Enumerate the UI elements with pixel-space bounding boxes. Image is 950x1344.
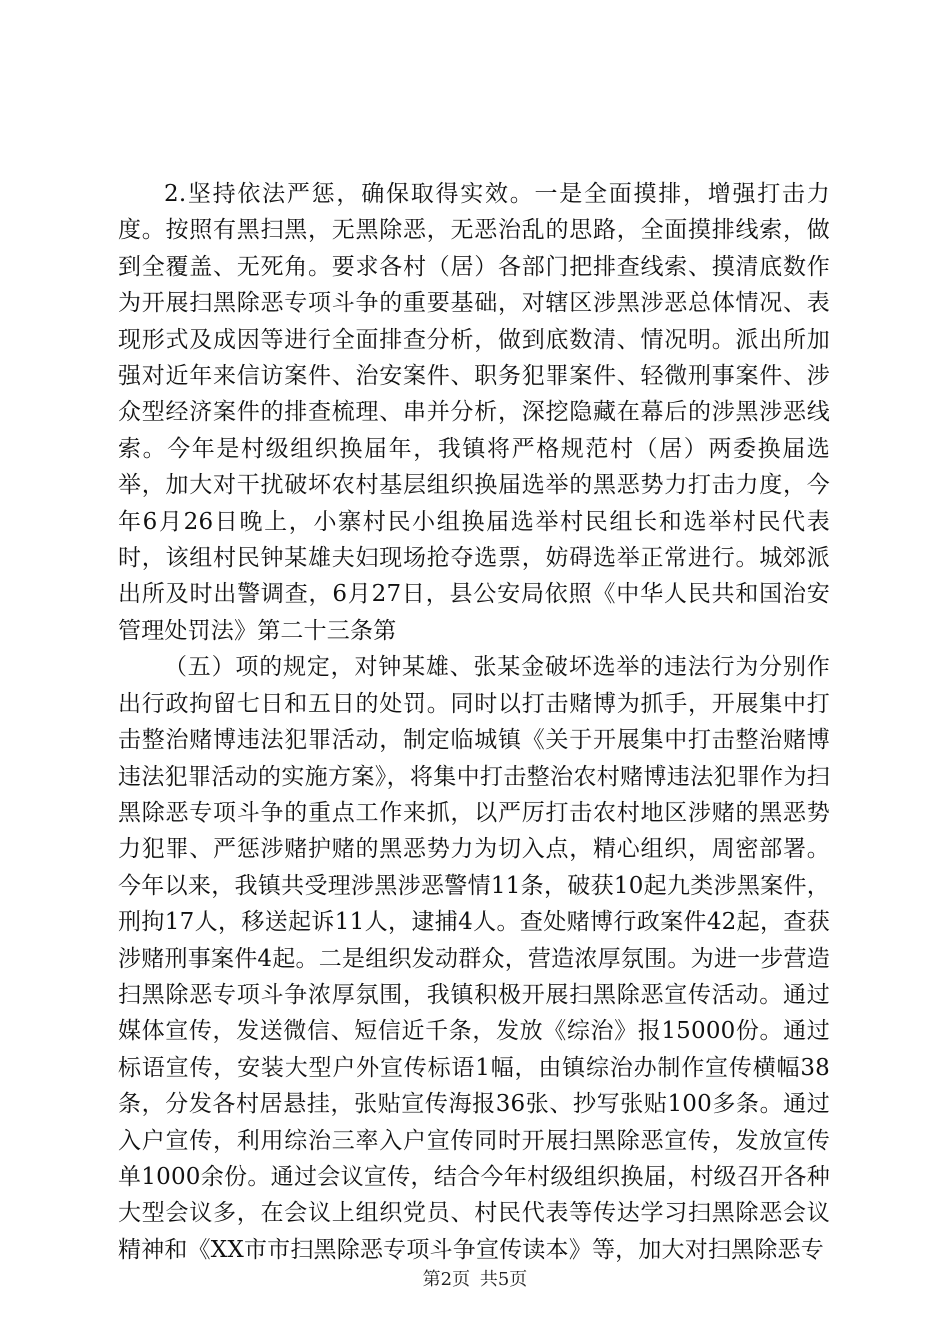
page-total: 共5页 (479, 1269, 528, 1290)
paragraph-2: （五）项的规定，对钟某雄、张某金破坏选举的违法行为分别作出行政拘留七日和五日的处罚。同时以打击赌博为抓手，开展集中打击整治赌博违法犯罪活动，制定临城镇《关于开展集中打击整治赌博违法犯罪活动的实施方案》，将集中打击整治农村赌博违法犯罪作为扫黑除恶专项斗争的重点工作来抓，以严厉打击农村地区涉赌的黑恶势力犯罪、严惩涉赌护赌的黑恶势力为切入点，精心组织，周密部署。今年以来，我镇共受理涉黑涉恶警情11条，破获10起九类涉黑案件，刑拘17人，移送起诉11人，逮捕4人。查处赌博行政案件42起，查获涉赌刑事案件4起。二是组织发动群众，营造浓厚氛围。为进一步营造扫黑除恶专项斗争浓厚氛围，我镇积极开展扫黑除恶宣传活动。通过媒体宣传，发送微信、短信近千条，发放《综治》报15000份。通过标语宣传，安装大型户外宣传标语1幅，由镇综治办制作宣传横幅38条，分发各村居悬挂，张贴宣传海报36张、抄写张贴100多条。通过入户宣传，利用综治三率入户宣传同时开展扫黑除恶宣传，发放宣传单1000余份。通过会议宣传，结合今年村级组织换届，村级召开各种大型会议多，在会议上组织党员、村民代表等传达学习扫黑除恶会议精神和《XX市市扫黑除恶专项斗争宣传读本》等，加大对扫黑除恶专 (118, 654, 830, 1263)
page-footer (0, 1265, 950, 1291)
paragraph-1: 2.坚持依法严惩，确保取得实效。一是全面摸排，增强打击力度。按照有黑扫黑，无黑除恶，无恶治乱的思路，全面摸排线索，做到全覆盖、无死角。要求各村（居）各部门把排查线索、摸清底数作为开展扫黑除恶专项斗争的重要基础，对辖区涉黑涉恶总体情况、表现形式及成因等进行全面排查分析，做到底数清、情况明。派出所加强对近年来信访案件、治安案件、职务犯罪案件、轻微刑事案件、涉众型经济案件的排查梳理、串并分析，深挖隐藏在幕后的涉黑涉恶线索。今年是村级组织换届年，我镇将严格规范村（居）两委换届选举，加大对干扰破坏农村基层组织换届选举的黑恶势力打击力度，今年6月26日晚上，小寨村民小组换届选举村民组长和选举村民代表时，该组村民钟某雄夫妇现场抢夺选票，妨碍选举正常进行。城郊派出所及时出警调查，6月27日，县公安局依照《中华人民共和国治安管理处罚法》第二十三条第 (118, 181, 830, 644)
document-body (118, 176, 830, 1268)
page-number: 第2页 (422, 1269, 471, 1290)
